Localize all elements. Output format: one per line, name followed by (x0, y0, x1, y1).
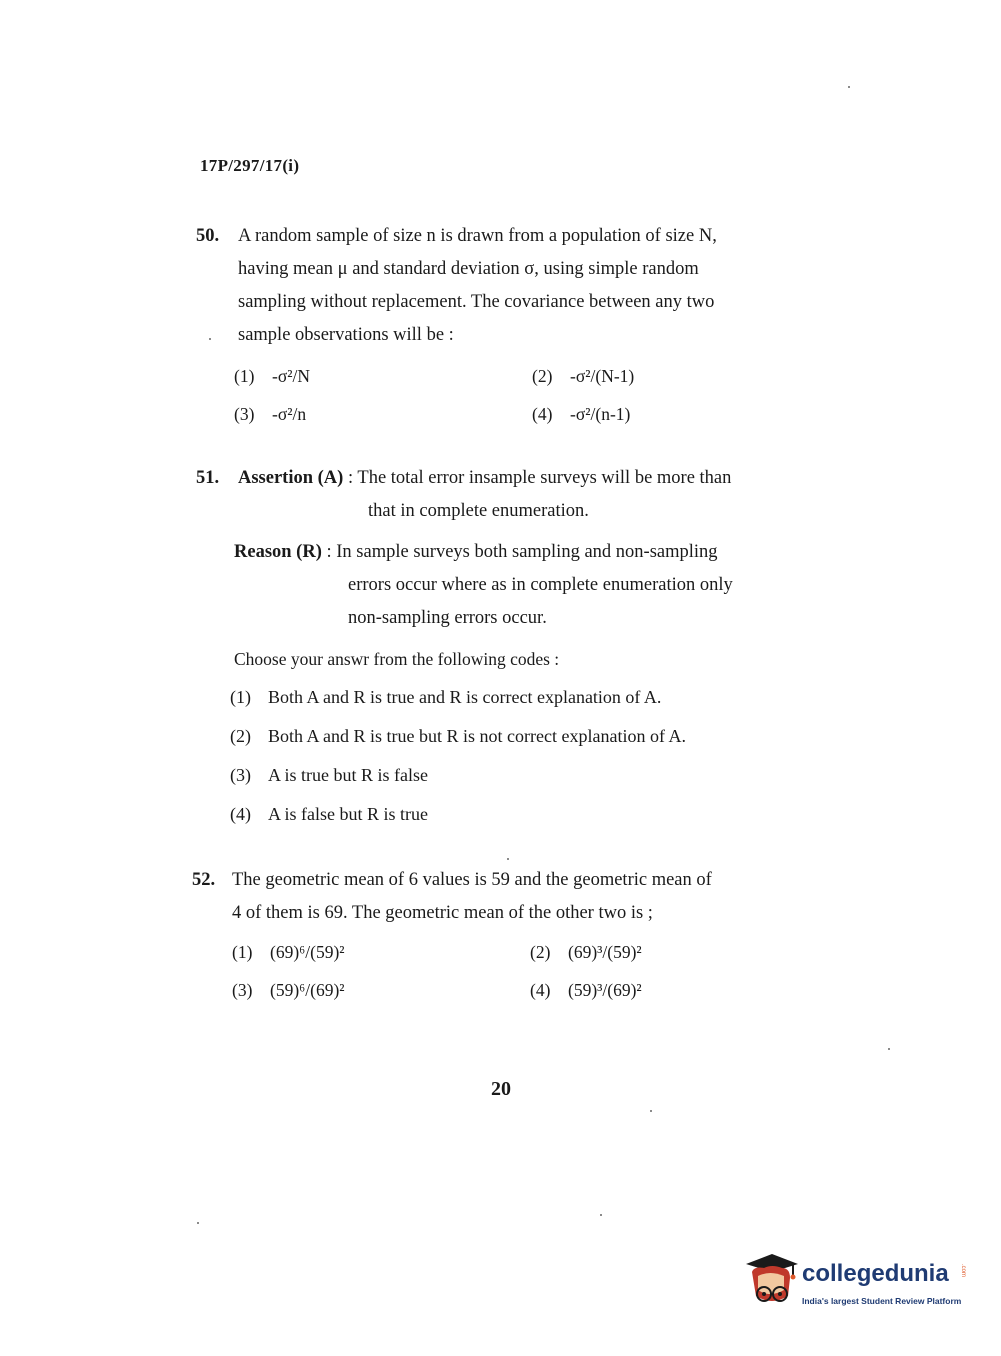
question-line: The geometric mean of 6 values is 59 and the geometric mean of (232, 870, 712, 890)
page-number: 20 (491, 1078, 511, 1100)
options-grid (196, 360, 836, 440)
scan-speck (888, 1048, 890, 1050)
mascot-icon (742, 1250, 800, 1310)
options-list (196, 678, 836, 834)
question-line: having mean μ and standard deviation σ, using simple random (238, 259, 699, 279)
instruction: Choose your answr from the following codes : (234, 649, 560, 669)
options-grid (192, 936, 832, 1016)
option-1: (1) Both A and R is true and R is correct explanation of A. (230, 687, 662, 707)
assertion-label: Assertion (A) (238, 468, 344, 488)
option-4: (4) (59)³/(69)² (530, 980, 642, 1000)
question-52 (192, 864, 832, 1016)
paper-code: 17P/297/17(i) (200, 156, 300, 175)
option-2: (2) Both A and R is true but R is not correct explanation of A. (230, 726, 686, 746)
option-2: (2) -σ²/(N-1) (532, 366, 635, 386)
brand-tagline: India's largest Student Review Platform (802, 1296, 962, 1306)
question-50 (196, 220, 836, 440)
reason-line: non-sampling errors occur. (348, 608, 547, 628)
question-number: 51. (196, 468, 220, 488)
question-number: 50. (196, 226, 220, 246)
brand-name: collegedunia (802, 1260, 949, 1287)
assertion-line: that in complete enumeration. (368, 501, 589, 521)
option-3: (3) A is true but R is false (230, 765, 428, 785)
question-line: sample observations will be : (238, 325, 454, 345)
assertion-line: The total error insample surveys will be more than (357, 468, 732, 488)
scan-speck (507, 858, 509, 860)
question-line: A random sample of size n is drawn from a population of size N, (238, 226, 717, 246)
question-number: 52. (192, 870, 216, 890)
option-1: (1) -σ²/N (234, 366, 311, 386)
reason-line: errors occur where as in complete enumeration only (348, 575, 733, 595)
question-51: 51. Assertion (A) : The total error insample surveys will be more than that in complete enumeration. Reason (R) : In sample surveys both sampling and non-sampling errors occur where as in complete enumeration only non-sampling errors occur. Choose your answr from the following codes : (1) Both A and R is true and R is correct explanation of A. (2) Both A and R is true but R is not correct explanation of A. (3) A is true but R is false (4) A is false but R is true (196, 462, 836, 834)
scan-speck (197, 1222, 199, 1224)
scan-speck (650, 1110, 652, 1112)
reason-line: In sample surveys both sampling and non-sampling (336, 542, 718, 562)
brand-suffix: .com (960, 1264, 966, 1278)
option-4: (4) -σ²/(n-1) (532, 404, 631, 424)
question-line: sampling without replacement. The covariance between any two (238, 292, 715, 312)
option-3: (3) (59)⁶/(69)² (232, 980, 345, 1000)
option-4: (4) A is false but R is true (230, 804, 428, 824)
option-1: (1) (69)⁶/(59)² (232, 942, 345, 962)
option-2: (2) (69)³/(59)² (530, 942, 642, 962)
collegedunia-logo (742, 1250, 974, 1310)
reason-label: Reason (R) (234, 542, 322, 562)
scan-speck (209, 338, 211, 340)
option-3: (3) -σ²/n (234, 404, 307, 424)
question-line: 4 of them is 69. The geometric mean of the other two is ; (232, 903, 653, 923)
scan-speck (600, 1214, 602, 1216)
scan-speck (848, 86, 850, 88)
